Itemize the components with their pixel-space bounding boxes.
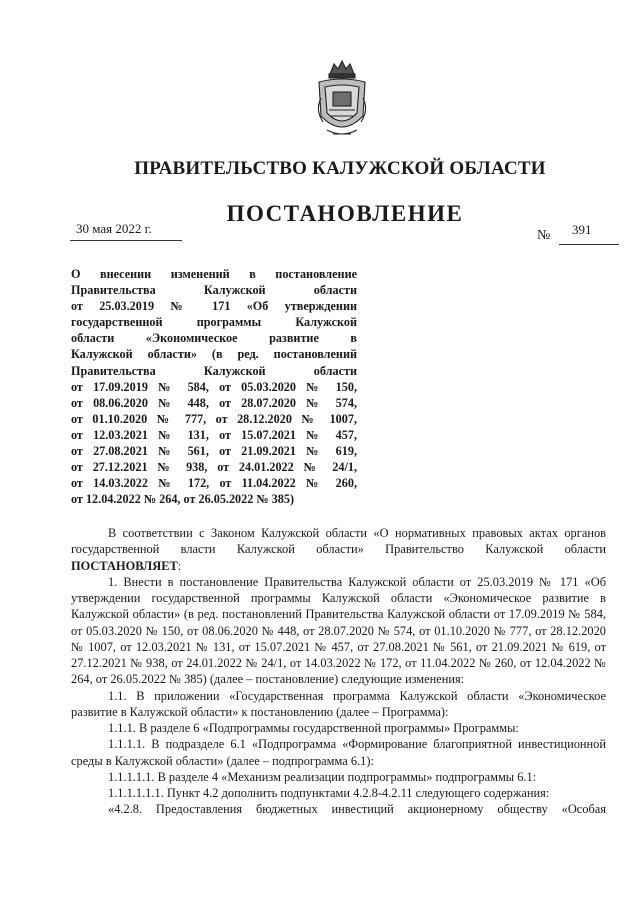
document-type-title: ПОСТАНОВЛЕНИЕ: [226, 201, 464, 226]
item-1: 1. Внести в постановление Правительства Калужской области от 25.03.2019 № 171 «Об утверждении государственной программы Калужской области «Экономическое развитие в Калужской области» (в ред. постановлений Правительства Калужской области от 17.09.2019 № 584, от 05.03.2020 № 150, от 08.06.2020 № 448, от 28.07.2020 № 574, от 01.10.2020 № 777, от 28.12.2020 № 1007, от 12.03.2021 № 131, от 15.07.2021 № 457, от 27.08.2021 № 561, от 21.09.2021 № 619, от 27.12.2021 № 938, от 24.01.2022 № 24/1, от 14.03.2022 № 172, от 11.04.2022 № 260, от 12.04.2022 № 264, от 26.05.2022 № 385) (далее – постановление) следующие изменения:: [71, 574, 606, 687]
preamble-text: В соответствии с Законом Калужской области «О нормативных правовых актах органов государственной власти Калужской области» Правительство Калужской области: [71, 526, 606, 557]
item-1-1-1-1: 1.1.1.1. В подразделе 6.1 «Подпрограмма «Формирование благоприятной инвестиционной среды в Калужской области» (далее – подпрограмма 6.1):: [71, 737, 606, 768]
item-1-1-1-1-1: 1.1.1.1.1. В разделе 4 «Механизм реализации подпрограммы» подпрограммы 6.1:: [108, 769, 537, 784]
subject-line: от 25.03.2019 № 171 «Об утверждении: [71, 299, 357, 314]
subject-line: от 08.06.2020 № 448, от 28.07.2020 № 574,: [71, 395, 357, 410]
document-number: 391: [572, 222, 592, 237]
subject-line: от 14.03.2022 № 172, от 11.04.2022 № 260,: [71, 476, 357, 491]
subject-line: государственной программы Калужской: [71, 315, 357, 330]
subject-line: Калужской области» (в ред. постановлений: [71, 347, 357, 362]
coat-of-arms-emblem: [313, 58, 371, 140]
subject-line: Правительства Калужской области: [71, 283, 357, 298]
item-1-1-1-1-1-1: 1.1.1.1.1.1. Пункт 4.2 дополнить подпунктами 4.2.8-4.2.11 следующего содержания:: [108, 786, 550, 800]
decree-subject: [71, 266, 357, 507]
document-date: 30 мая 2022 г.: [76, 221, 152, 236]
item-4-2-8: «4.2.8. Предоставления бюджетных инвестиций акционерному обществу «Особая: [108, 802, 606, 817]
subject-line: от 12.03.2021 № 131, от 15.07.2021 № 457,: [71, 427, 357, 442]
subject-line: от 17.09.2019 № 584, от 05.03.2020 № 150,: [71, 379, 357, 394]
subject-line: от 27.08.2021 № 561, от 21.09.2021 № 619,: [71, 444, 357, 459]
preamble-paragraph: [71, 525, 606, 574]
preamble-end: :: [177, 558, 182, 573]
organization-title: ПРАВИТЕЛЬСТВО КАЛУЖСКОЙ ОБЛАСТИ: [134, 158, 546, 179]
subject-line: Правительства Калужской области: [71, 363, 357, 378]
subject-line: области «Экономическое развитие в: [71, 331, 357, 346]
subject-line: О внесении изменений в постановление: [71, 267, 357, 281]
number-sign: №: [537, 228, 551, 243]
item-1-1-1: 1.1.1. В разделе 6 «Подпрограммы государственной программы» Программы:: [108, 721, 519, 735]
date-underline: [70, 240, 182, 241]
subject-line: от 27.12.2021 № 938, от 24.01.2022 № 24/1,: [71, 460, 357, 475]
item-1-1: 1.1. В приложении «Государственная программа Калужской области «Экономическое развитие в Калужской области» к постановлению (далее – Программа):: [71, 688, 606, 719]
subject-line: от 01.10.2020 № 777, от 28.12.2020 № 1007,: [71, 411, 357, 426]
decree-body: [71, 525, 606, 818]
number-underline: [559, 244, 619, 245]
subject-line: от 12.04.2022 № 264, от 26.05.2022 № 385): [71, 492, 295, 507]
resolves-keyword: ПОСТАНОВЛЯЕТ: [71, 558, 178, 573]
